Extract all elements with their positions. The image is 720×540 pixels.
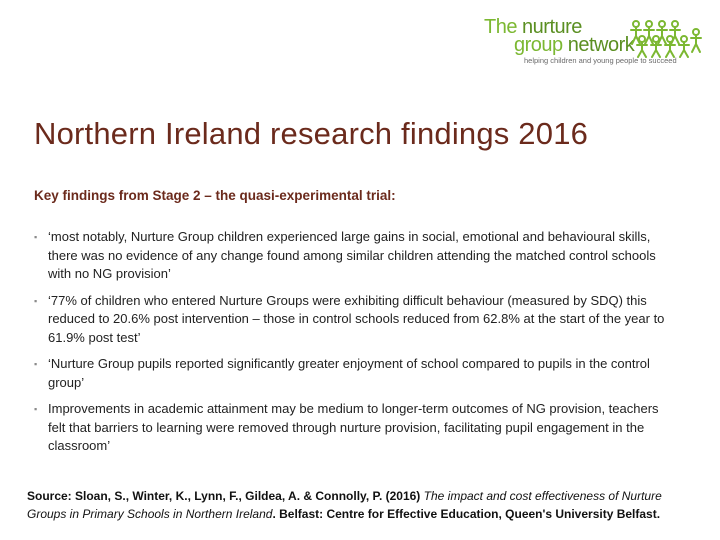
bullet-marker-icon: ▪ — [34, 359, 38, 369]
source-title: The impact and cost effectiveness of Nurture Groups in Primary Schools in Northern Ireland — [27, 489, 662, 521]
children-figures-icon — [630, 18, 706, 58]
finding-item — [34, 228, 674, 284]
finding-item — [34, 292, 674, 348]
bullet-marker-icon: ▪ — [34, 295, 38, 306]
bullet-marker-icon: ▪ — [34, 232, 38, 242]
logo-text-line2: group network — [514, 34, 635, 56]
source-prefix: Source: Sloan, S., Winter, K., Lynn, F., Gildea, A. & Connolly, P. (2016) — [27, 489, 424, 503]
finding-item — [34, 355, 674, 392]
logo-tagline: helping children and young people to succeed — [524, 56, 677, 65]
finding-text: ‘Nurture Group pupils reported significantly greater enjoyment of school compared to pupils in the control group’ — [48, 356, 650, 390]
finding-text: ‘77% of children who entered Nurture Groups were exhibiting difficult behaviour (measured by SDQ) this reduced to 20.6% post intervention – those in control schools reduced from 62.8% at the start of the year to 61.9% post test’ — [48, 292, 665, 345]
source-citation — [27, 487, 697, 523]
bullet-marker-icon: ▪ — [34, 404, 38, 414]
finding-text: Improvements in academic attainment may be medium to longer-term outcomes of NG provision, teachers felt that barriers to learning were removed through nurture provision, facilitating pupil engagement in the classroom’ — [48, 401, 659, 453]
source-suffix: . Belfast: Centre for Effective Education, Queen's University Belfast. — [272, 507, 661, 521]
nurture-group-network-logo — [484, 14, 710, 64]
logo-text-line1: The nurture — [484, 16, 582, 38]
finding-text: ‘most notably, Nurture Group children experienced large gains in social, emotional and behavioural skills, there was no evidence of any change found among similar children attending the matched control schools with no NG provision’ — [48, 229, 656, 281]
section-subtitle: Key findings from Stage 2 – the quasi-experimental trial: — [34, 188, 396, 203]
finding-item — [34, 400, 674, 456]
findings-list — [34, 228, 674, 464]
page-title: Northern Ireland research findings 2016 — [34, 115, 589, 151]
